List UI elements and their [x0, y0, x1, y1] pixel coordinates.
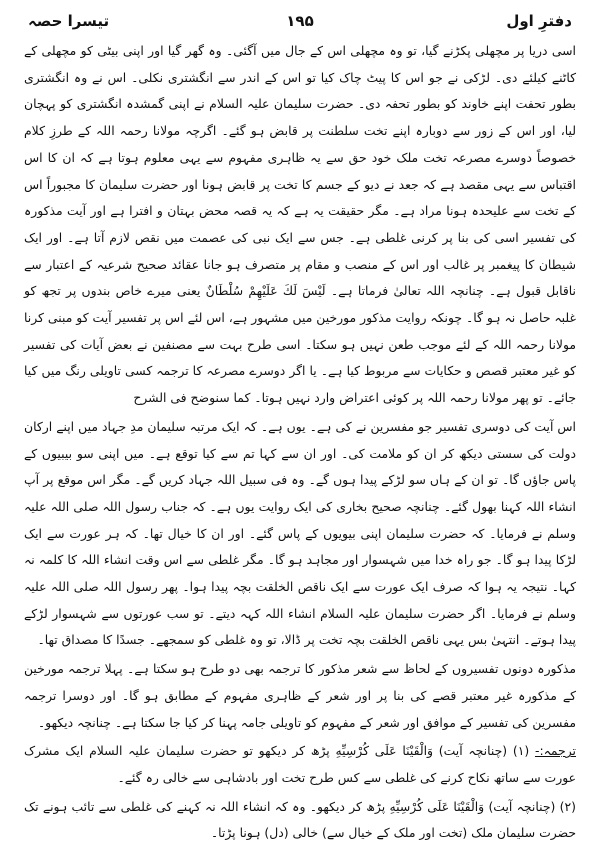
translation-item-1: (۱) (چنانچہ آیت) وَالْقَيْنَا عَلَى كُرْسِيِّهِ پڑھ کر دیکھو تو حضرت سلیمان علیہ السلام ایک مشرک عورت سے ساتھ نکاح کرنے کی غلطی سے کس طرح تخت اور بادشاہی سے خالی رہ گئے۔	[24, 743, 576, 785]
translation-item-2: (۲) (چنانچہ آیت) وَالْقَيْنَا عَلَى كُرْسِيِّهِ پڑھ کر دیکھو۔ وہ کہ انشاء اللہ نہ کہنے کی غلطی سے تائب ہونے تک حضرت سلیمان ملک (تخت اور ملک کے خیال سے) خالی (دل) ہونا پڑتا۔	[24, 798, 576, 841]
translation-block	[24, 738, 576, 791]
section-title: دفترِ اول	[506, 12, 572, 30]
page-header	[22, 8, 578, 38]
translation-label: ترجمہ:-	[534, 743, 576, 759]
paragraph-3: مذکورہ دونوں تفسیروں کے لحاظ سے شعر مذکور کا ترجمہ بھی دو طرح ہو سکتا ہے۔ پہلا ترجمہ مورخین کے مذکورہ غیر معتبر قصے کی بنا پر اور شعر کے ظاہری مفہوم کے مطابق ہو گا۔ اور دوسرا ترجمہ مفسرین کی تفسیر کے موافق اور شعر کے مفہوم کو تاویلی جامہ پہنا کر کیا جا سکتا ہے۔ چنانچہ دیکھو۔	[24, 661, 576, 730]
paragraph-2: اس آیت کی دوسری تفسیر جو مفسرین نے کی ہے۔ یوں ہے۔ کہ ایک مرتبہ سلیمان مدِ جہاد میں اپنے ارکان دولت کی سستی دیکھ کر ان کو ملامت کی۔ اور ان سے کہا تم سے کیا توقع ہے۔ میں اپنی سو بیبیوں کے پاس جاؤں گا۔ تو ان کے ہاں سو لڑکے پیدا ہوں گے۔ وہ فی سبیل اللہ جہاد کریں گے۔ مگر اس موقع پر آپ انشاء اللہ کہنا بھول گئے۔ چنانچہ صحیح بخاری کی ایک روایت یوں ہے۔ کہ جناب رسول اللہ صلی اللہ علیہ وسلم نے فرمایا۔ کہ حضرت سلیمان اپنی بیویوں کے پاس گئے۔ اور ان کا خیال تھا۔ کہ ہر عورت سے ایک لڑکا پیدا ہو گا۔ جو راہ خدا میں شہسوار اور مجاہد ہو گا۔ مگر غلطی سے اس وقت انشاء اللہ کا کلمہ نہ کہا۔ نتیجہ یہ ہوا کہ صرف ایک عورت سے ایک ناقص الخلقت بچہ پیدا ہوا۔ پھر رسول اللہ صلی اللہ علیہ وسلم نے فرمایا۔ اگر حضرت سلیمان علیہ السلام انشاء اللہ کہہ دیتے۔ تو سب عورتوں سے شہسوار لڑکے پیدا ہوتے۔ انتہیٰ بس یہی ناقص الخلقت بچہ تخت پر ڈالا، تو وہ غلطی کو سمجھے۔ جسدًا کا مصداق تھا۔	[24, 418, 576, 648]
page-number: ۱۹۵	[286, 12, 314, 30]
page-body	[22, 38, 578, 847]
book-page	[22, 8, 578, 841]
part-title: تیسرا حصہ	[28, 12, 110, 30]
translation-item-2-block	[24, 794, 576, 847]
paragraph-1: اسی دریا پر مچھلی پکڑنے گیا، تو وہ مچھلی اس کے جال میں آگئی۔ وہ گھر گیا اور اپنی بیٹی کو مچھلی کے کاٹنے کیلئے دی۔ لڑکی نے جو اس کا پیٹ چاک کیا تو اس کے اندر سے انگشتری نکلی۔ اس نے وہ انگشتری بطور تحفت اپنے خاوند کو بطور تحفہ دی۔ حضرت سلیمان علیہ السلام نے اپنی گمشدہ انگشتری کو پہچان لیا، اور اس کے زور سے دوبارہ اپنے تخت سلطنت پر قابض ہو گئے۔ اگرچہ مولانا رحمہ اللہ کے طرزِ کلام خصوصاً دوسرے مصرعہ تخت ملک خود حق سے یہ ظاہری مفہوم سے یہی معلوم ہوتا ہے کہ ان کا اس اقتباس سے یہی مقصد ہے کہ جعد نے دیو کے جسم کا تخت پر قابض ہونا اور حضرت سلیمان کا مجبوراً اس کے تخت سے علیحدہ ہونا مراد ہے۔ مگر حقیقت یہ ہے کہ یہ قصہ محض بہتان و افترا ہے اور آیت مذکورہ کی تفسیر اسی کی بنا پر کرنی غلطی ہے۔ جس سے ایک نبی کی عصمت میں نقص لازم آتا ہے۔ اور ایک شیطان کا پیغمبر پر غالب اور اس کے منصب و مقام پر متصرف ہو جانا عقائد صحیح شرعیہ کے اعتبار سے ناقابل قبول ہے۔ چنانچہ اللہ تعالیٰ فرماتا ہے۔ لَيْسَ لَكَ عَلَيْهِمْ سُلْطَانٌ یعنی میرے خاص بندوں پر تجھ کو غلبہ حاصل نہ ہو گا۔ چونکہ روایت مذکور مورخین میں مشہور ہے، اس لئے اس پر تفسیر آیت کو مبنی کرنا مولانا رحمہ اللہ کے لئے موجب طعن نہیں ہو سکتا۔ اسی طرح بہت سے مصنفین نے بعض آیات کی تفسیر کو غیر معتبر قصص و حکایات سے مربوط کیا ہے۔ یا اگر دوسرے مصرعہ کا ترجمہ کسی تاویلی رنگ میں کیا جائے۔ تو پھر مولانا رحمہ اللہ پر کوئی اعتراض وارد نہیں ہوتا۔ کما سنوضح فی الشرح	[24, 43, 576, 406]
